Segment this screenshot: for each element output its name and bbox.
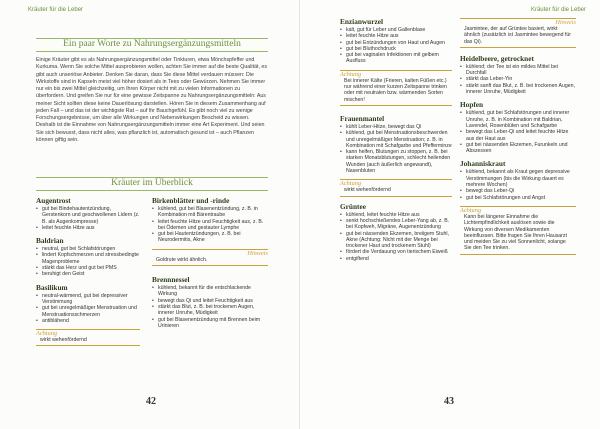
list-item: • kühlend, bekannt für die entschlackende Wirkung: [152, 285, 268, 298]
herb-title: Baldrian: [36, 236, 64, 246]
list-item: • kühlend; der Tee ist ein mildes Mittel bei Durchfall: [460, 64, 576, 77]
herb-title: Birkenblätter und -rinde: [152, 196, 230, 205]
herb-list: [152, 206, 268, 244]
hint-text: Jasmintee, der auf Grüntee basiert, wirkt ähnlich (zusätzlich ist Jasmintee bewegend für das Qi).: [464, 26, 571, 45]
warning-label: Achtung: [460, 206, 576, 214]
list-item: • beruhigt den Geist: [36, 271, 140, 277]
list-item: • kühlend, leitet feuchte Hitze aus: [340, 212, 452, 218]
list-item: • kühlend, bekannt als Kraut gegen depressive Verstimmungen (bis die Wirkung dauert es mehrere Wochen): [460, 169, 576, 188]
herb-title: Frauenmantel: [340, 113, 385, 123]
herb-list: [36, 293, 140, 324]
herb-title: Brennnessel: [152, 275, 190, 285]
herb-list: [460, 110, 576, 154]
section-title-supplements: Ein paar Worte zu Nahrungsergänzungsmitteln: [63, 39, 241, 49]
warning-text: wirkt wehenfördernd: [344, 187, 391, 194]
list-item: • bewegt das Leber-Qi: [460, 188, 576, 194]
herb-title: Basilikum: [36, 282, 68, 292]
list-item: • kalt, gut für Leber und Gallenblase: [340, 27, 452, 33]
list-item: • senkt hochschießendes Leber-Yang ab, z. B. bei Kopfweh, Migräne, Augenentzündung: [340, 218, 452, 231]
section-title-overview: Kräuter im Überblick: [111, 178, 193, 188]
herb-title: Enzianwurzel: [340, 17, 383, 26]
list-item: • entgiftend: [340, 256, 452, 262]
herb-list: [340, 124, 452, 174]
herb-list: [36, 246, 140, 277]
right-page-column-1: [340, 18, 452, 262]
warning-box: [460, 206, 576, 255]
warning-box: [36, 329, 140, 346]
list-item: • neutral-wärmend, gut bei depressiver Verstimmung: [36, 293, 140, 306]
right-page: [300, 0, 600, 429]
running-head-right: Kräuter für die Leber: [530, 7, 586, 13]
warning-label: Achtung: [340, 70, 452, 78]
list-item: • kühlend, gut bei Menstruationsbeschwerden und unregelmäßiger Menstruation; z. B. in Kombination mit Schafgarbe und Pfefferminze: [340, 130, 452, 149]
warning-text: wirkt wehenfördernd: [40, 337, 87, 344]
list-item: • gut bei nässenden Ekzemen, breiigem Stuhl, Akne (Achtung: Nicht mit der Menge bei trockener Haut und trockenem Stuhl): [340, 231, 452, 250]
list-item: • leitet feuchte Hitze aus: [340, 33, 452, 39]
list-item: • stärkt das Herz und gut bei PMS: [36, 265, 140, 271]
herb-list: [152, 285, 268, 329]
list-item: • kühlend, gut bei Blasenentzündung, z. B. in Kombination mit Bärentraube: [152, 206, 268, 219]
list-item: • gut bei Schlafstörungen und Angst: [460, 195, 576, 201]
hint-label: Hinweis: [460, 18, 576, 26]
intro-paragraph: Einige Kräuter gibt es als Nahrungsergänzungsmittel oder Tinkturen, etwa Mönchspfeffer und Kurkuma. Wenn Sie solche Mittel ausprobieren wollen, achten Sie immer auf die beste Qualität, es gibt auch unseriöse Anbieter. Denken Sie daran, dass Sie diese Mittel verdauen müssen: Die Wirkstoffe sind in Kapseln meist viel höher dosiert als in Tees oder Gewürzen. Nehmen Sie immer nur ein bis zwei Mittel gleichzeitig, um Ihren Körper nicht mit zu vielen Informationen zu überfordern. Und greifen Sie nur für eine gewisse Zeitspanne zu Nahrungsergänzungsmitteln: Aus meiner Sicht sollten diese keine Dauerlösung darstellen. Hören Sie in diesem Zusammenhang auf jeden Fall – und das ist der wichtigste Rat – auf Ihr Bauchgefühl. Es gibt noch viel zu wenige Forschungsergebnisse, um über alle Wirkungen und Nebenwirkungen Bescheid zu wissen. Deshalb ist die Einnahme von Nahrungsergänzungsmitteln immer eine Art Experiment. Und seien Sie sich bewusst, dass nicht alles, was pflanzlich ist, automatisch gesund ist – auch Pflanzen können giftig sein.: [36, 57, 268, 143]
list-item: • kühlt Leber-Hitze, bewegt das Qi: [340, 124, 452, 130]
list-item: • stärkt das Leber-Yin: [460, 76, 576, 82]
list-item: • gut bei Hautentzündungen, z. B. bei Neurodermitis, Akne: [152, 231, 268, 244]
list-item: • leitet feuchte Hitze aus: [36, 225, 140, 231]
hint-label: Hinweis: [152, 249, 268, 257]
list-item: • gut bei Entzündungen von Haut und Augen: [340, 40, 452, 46]
warning-text: Bei innerer Kälte (Frieren, kalten Füßen etc.) nur während einer kurzen Zeitspanne trinken oder mit neutralen bzw. wärmenden Sorten mischen!: [344, 77, 447, 103]
list-item: • gut bei nässenden Ekzemen, Furunkeln und Abszessen: [460, 142, 576, 155]
list-item: • lindert Kopfschmerzen und stressbedingte Magenprobleme: [36, 252, 140, 265]
list-item: • fördert die Verdauung von tierischem Eiweiß: [340, 249, 452, 255]
page-number-right: 43: [444, 396, 454, 407]
warning-label: Achtung: [36, 329, 140, 337]
list-item: • stärkt sanft das Blut, z. B. bei trockenen Augen, innerer Unruhe, Müdigkeit: [460, 83, 576, 96]
herb-list: [340, 212, 452, 262]
list-item: • gut bei Blasenentzündung mit Brennen beim Urinieren: [152, 317, 268, 330]
left-page-column-2: [152, 197, 268, 329]
herb-list: [460, 169, 576, 200]
hint-box: [152, 249, 268, 266]
herb-list: [36, 206, 140, 231]
title-rule-bottom: [36, 51, 268, 52]
herb-title: Johanniskraut: [460, 159, 506, 169]
herb-title: Hopfen: [460, 100, 484, 110]
running-head-left: Kräuter für die Leber: [28, 7, 84, 13]
herb-title: Heidelbeere, getrocknet: [460, 53, 534, 63]
herb-list: [340, 27, 452, 65]
list-item: • bewegt das Leber-Qi und leitet feuchte Hitze aus der Haut aus: [460, 129, 576, 142]
list-item: • gut bei vaginalen Infektionen mit gelbem Ausfluss: [340, 52, 452, 65]
right-page-column-2: [460, 18, 576, 255]
warning-box: [340, 70, 452, 106]
list-item: • gut bei Bluthochdruck: [340, 46, 452, 52]
herb-title: Augentrost: [36, 196, 71, 205]
herb-list: [460, 64, 576, 95]
list-item: • neutral, gut bei Schlafstörungen: [36, 246, 140, 252]
hint-box: [460, 18, 576, 48]
list-item: • gut bei Bindehautentzündung, Gerstenkorn und geschwollenen Lidern (z. B. als Augenkompresse): [36, 206, 140, 225]
hint-text: Goldrute wirkt ähnlich.: [156, 256, 208, 263]
list-item: • stärkt das Blut, z. B. bei trockenen Augen, innerer Unruhe, Müdigkeit: [152, 304, 268, 317]
warning-text: Kann bei längerer Einnahme die Lichtempfindlichkeit auslösen sowie die Wirkung von diversen Medikamenten beeinflussen. Bitte fragen Sie Ihren Hausarzt und meiden Sie zu viel Sonnenlicht, solange Sie den Tee trinken.: [464, 213, 567, 252]
overview-rule-bottom: [36, 190, 268, 191]
list-item: • kann helfen, Blutungen zu stoppen, z. B. bei starken Monatsblutungen, schlecht heilenden Wunden (auch äußerlich angewandt), Nasenbluten: [340, 149, 452, 174]
list-item: • bewegt das Qi und leitet Feuchtigkeit aus: [152, 298, 268, 304]
list-item: • leitet feuchte Hitze und Feuchtigkeit aus, z. B. bei Ödemen und gestauter Lymphe: [152, 219, 268, 232]
warning-label: Achtung: [340, 179, 452, 187]
herb-title: Grüntee: [340, 201, 366, 211]
page-number-left: 42: [146, 396, 156, 407]
list-item: • antiblähend: [36, 318, 140, 324]
left-page-column-1: [36, 197, 140, 346]
list-item: • kühlend, gut bei Schlafstörungen und innerer Unruhe, z. B. in Kombination mit Baldrian, Lavendel, Rosenblüten und Schafgarbe: [460, 110, 576, 129]
list-item: • gut bei unregelmäßiger Menstruation und Menstruationsschmerzen: [36, 305, 140, 318]
warning-box: [340, 179, 452, 196]
